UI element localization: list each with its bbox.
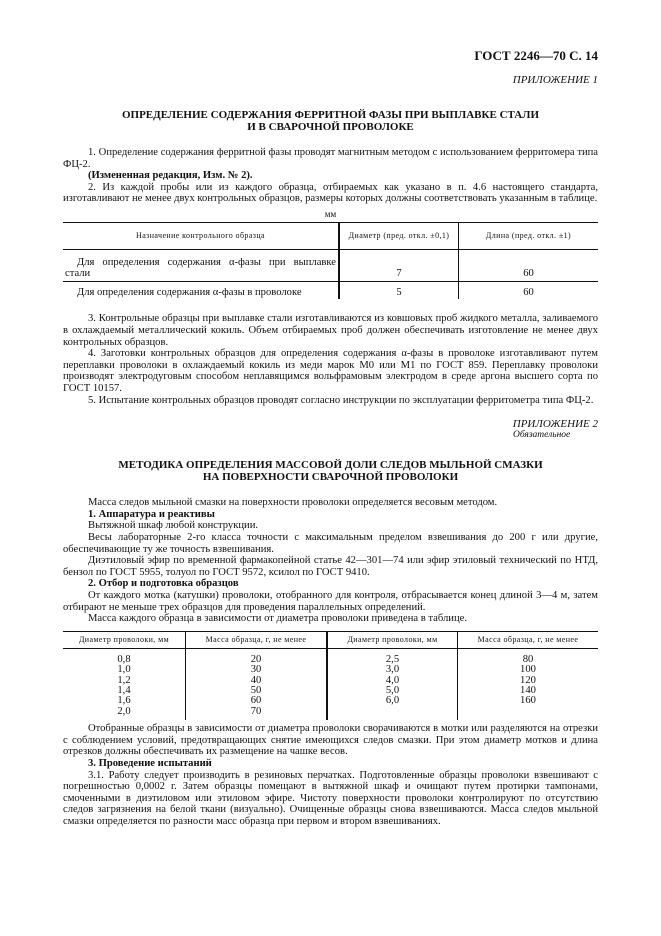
column-header: Назначение контрольного образца [63, 222, 339, 249]
paragraph: 5. Испытание контрольных образцов проводят согласно инструкции по эксплуатации ферритометра типа ФЦ-2. [88, 394, 594, 406]
section-heading: 1. Аппаратура и реактивы [88, 508, 215, 520]
appendix-1-text-continued [63, 313, 598, 406]
cell: 60 [459, 249, 599, 281]
appendix-2-label: ПРИЛОЖЕНИЕ 2 [512, 418, 598, 431]
column-header: Масса образца, г, не менее [458, 631, 599, 648]
cell: 7 [339, 249, 459, 281]
title-line: ОПРЕДЕЛЕНИЕ СОДЕРЖАНИЯ ФЕРРИТНОЙ ФАЗЫ ПРИ ВЫПЛАВКЕ СТАЛИ [121, 109, 540, 121]
column-header: Длина (пред. откл. ±1) [459, 222, 599, 249]
diameter-column: 2,5 3,0 4,0 5,0 6,0 [327, 648, 458, 720]
column-header: Диаметр проволоки, мм [327, 631, 458, 648]
control-sample-table [63, 222, 598, 300]
cell: Для определения содержания α-фазы при выплавке стали [63, 249, 339, 281]
appendix-2-text [63, 497, 598, 625]
paragraph: Диэтиловый эфир по временной фармакопейной статье 42—301—74 или эфир этиловый технический по НТД, бензол по ГОСТ 5955, толуол по ГОСТ 9572, ксилол по ГОСТ 9410. [63, 555, 598, 578]
column-header: Диаметр (пред. откл. ±0,1) [339, 222, 459, 249]
paragraph: 2. Из каждой пробы или из каждого образца, отбираемых как указано в п. 4.6 настоящего стандарта, изготавливают не менее двух контрольных образцов, размеры которых должны соответствовать указанным в таблице. [63, 181, 598, 205]
cell: Для определения содержания α-фазы в проволоке [63, 281, 339, 299]
paragraph: От каждого мотка (катушки) проволоки, отобранного для контроля, отбрасывается конец длиной 3—4 м, затем отбирают не меньше трех образцов для проведения параллельных определений. [63, 589, 598, 613]
diameter-column: 0,8 1,0 1,2 1,4 1,6 2,0 [63, 648, 186, 720]
appendix-1-title [63, 109, 598, 133]
appendix-2-status: Обязательное [513, 430, 571, 441]
amendment-note: (Измененная редакция, Изм. № 2). [88, 170, 253, 182]
column-header: Масса образца, г, не менее [186, 631, 328, 648]
paragraph: Масса каждого образца в зависимости от диаметра проволоки приведена в таблице. [88, 613, 467, 625]
cell: 60 [523, 286, 534, 298]
paragraph: Масса следов мыльной смазки на поверхности проволоки определяется весовым методом. [88, 497, 498, 509]
sample-mass-table [63, 631, 598, 721]
section-heading: 3. Проведение испытаний [88, 758, 212, 770]
paragraph: 1. Определение содержания ферритной фазы проводят магнитным методом с использованием ферритомера типа ФЦ-2. [63, 147, 598, 170]
paragraph: 3. Контрольные образцы при выплавке стали изготавливаются из ковшовых проб жидкого металла, заливаемого в охлаждаемый металлический кокиль. Объем отбираемых проб должен обеспечивать изготовление не менее двух контрольных образцов. [63, 313, 598, 348]
paragraph: Отобранные образцы в зависимости от диаметра проволоки сворачиваются в мотки или разделяются на отрезки с соблюдением условий, предотвращающих снятие имеющихся следов смазки. При этом диаметр мотков и длина отрезков должны обеспечивать их размещение на чашке весов. [63, 723, 598, 758]
appendix-1-label: ПРИЛОЖЕНИЕ 1 [512, 74, 598, 86]
mass-column: 20 30 40 50 60 70 [186, 648, 328, 720]
appendix-1-text [63, 147, 598, 220]
title-line: И В СВАРОЧНОЙ ПРОВОЛОКЕ [247, 121, 414, 133]
paragraph: Весы лабораторные 2-го класса точности с максимальным пределом взвешивания до 200 г или другие, обеспечивающие ту же точность взвешивания. [63, 532, 598, 555]
paragraph: Вытяжной шкаф любой конструкции. [88, 520, 259, 532]
table-header-row [63, 222, 598, 249]
appendix-2-text-continued [63, 723, 598, 827]
paragraph: 4. Заготовки контрольных образцов для определения содержания α-фазы в проволоке изготавливают путем переплавки проволоки в охлаждаемый кокиль из меди марок М0 или М1 по ГОСТ 859. Переплавку проволоки производят электродуговым способом неплавящимся вольфрамовым электродом в среде аргона высшего сорта по ГОСТ 10157. [63, 348, 598, 395]
table-header-row [63, 631, 598, 648]
section-heading: 2. Отбор и подготовка образцов [88, 578, 239, 590]
table-row [63, 249, 598, 281]
paragraph: 3.1. Работу следует производить в резиновых перчатках. Подготовленные образцы проволоки взвешивают с погрешностью 0,0002 г. Затем образцы помещают в вытяжной шкаф и очищают путем протирки тампонами, смоченными в диэтиловом или этиловом эфире. Чистоту поверхности проволоки контролируют по отсутствию следов загрязнения на белой ткани (визуально). Очищенные образцы снова взвешиваются. Масса следов мыльной смазки определяется по разности масс образца при первом и втором взвешиваниях. [63, 769, 598, 827]
appendix-2-title [63, 459, 598, 483]
title-line: НА ПОВЕРХНОСТИ СВАРОЧНОЙ ПРОВОЛОКИ [202, 471, 459, 484]
unit-label: мм [324, 208, 337, 219]
column-header: Диаметр проволоки, мм [63, 631, 186, 648]
mass-column: 80 100 120 140 160 [520, 653, 536, 707]
title-line: МЕТОДИКА ОПРЕДЕЛЕНИЯ МАССОВОЙ ДОЛИ СЛЕДОВ МЫЛЬНОЙ СМАЗКИ [118, 459, 543, 472]
page-header: ГОСТ 2246—70 С. 14 [474, 48, 598, 63]
cell: 5 [339, 281, 459, 299]
table-row [63, 281, 598, 299]
table-row [63, 648, 598, 720]
